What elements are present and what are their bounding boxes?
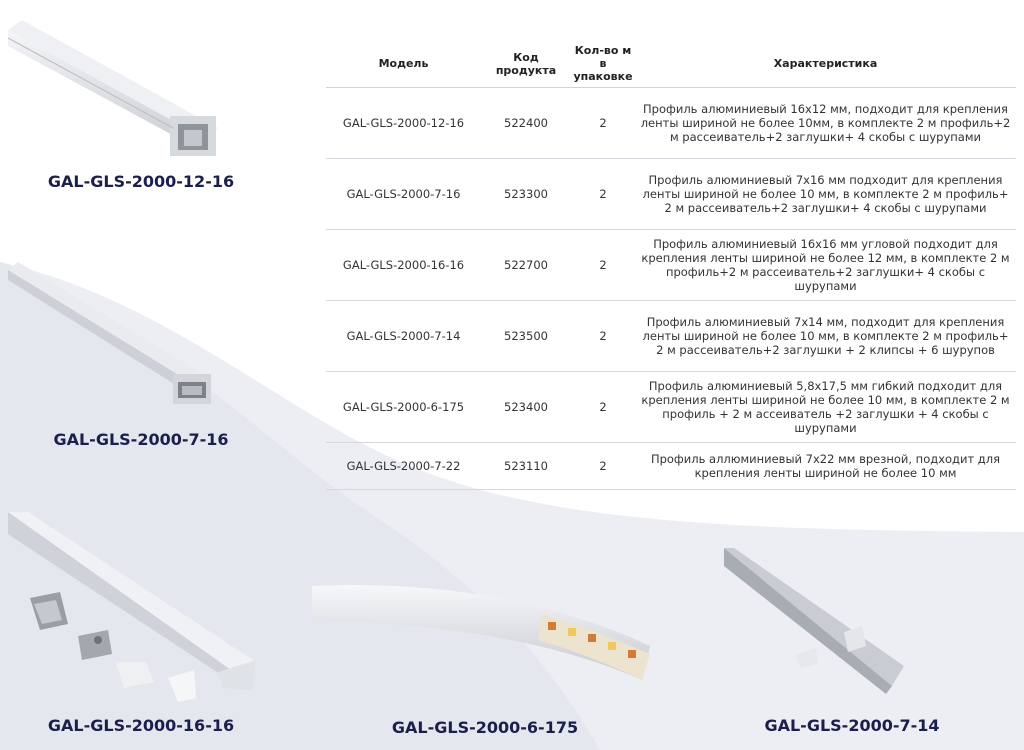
product-caption: GAL-GLS-2000-16-16 — [47, 716, 235, 735]
table-row — [326, 230, 1016, 301]
product-caption: GAL-GLS-2000-6-175 — [391, 718, 579, 737]
cell-qty: 2 — [571, 88, 635, 159]
aluminum-profile-flat-image — [8, 262, 213, 412]
cell-code: 523110 — [481, 443, 571, 490]
specifications-table — [326, 40, 1016, 490]
cell-code: 523400 — [481, 372, 571, 443]
table-row — [326, 301, 1016, 372]
cell-qty: 2 — [571, 301, 635, 372]
cell-spec: Профиль алюминиевый 16x12 мм, подходит для крепления ленты шириной не более 10мм, в комплекте 2 м профиль+2 м рассеиватель+2 заглушки+ 4 скобы с шурупами — [635, 88, 1016, 159]
cell-spec: Профиль алюминиевый 7x16 мм подходит для крепления ленты шириной не более 10 мм, в комплекте 2 м профиль+ 2 м рассеиватель+2 заглушки+ 4 скобы с шурупами — [635, 159, 1016, 230]
cell-spec: Профиль алюминиевый 5,8x17,5 мм гибкий подходит для крепления ленты шириной не более 10 мм, в комплекте 2 м профиль + 2 м ассеиватель +2 заглушки + 4 скобы с шурупами — [635, 372, 1016, 443]
cell-code: 522700 — [481, 230, 571, 301]
cell-model: GAL-GLS-2000-7-16 — [326, 159, 481, 230]
cell-model: GAL-GLS-2000-6-175 — [326, 372, 481, 443]
recessed-profile-image — [724, 548, 904, 698]
cell-model: GAL-GLS-2000-16-16 — [326, 230, 481, 301]
cell-qty: 2 — [571, 230, 635, 301]
header-code: Код продукта — [481, 40, 571, 88]
table-row — [326, 443, 1016, 490]
table-header-row — [326, 40, 1016, 88]
header-qty: Кол-во м в упаковке — [571, 40, 635, 88]
product-caption: GAL-GLS-2000-7-14 — [764, 716, 940, 735]
cell-qty: 2 — [571, 443, 635, 490]
cell-spec: Профиль алюминиевый 16x16 мм угловой подходит для крепления ленты шириной не более 12 мм, в комплекте 2 м профиль+2 м рассеиватель+2 заглушки+ 4 скобы с шурупами — [635, 230, 1016, 301]
cell-code: 523500 — [481, 301, 571, 372]
cell-model: GAL-GLS-2000-7-22 — [326, 443, 481, 490]
cell-spec: Профиль аллюминиевый 7x22 мм врезной, подходит для крепления ленты шириной не более 10 мм — [635, 443, 1016, 490]
header-model: Модель — [326, 40, 481, 88]
cell-code: 522400 — [481, 88, 571, 159]
table-row — [326, 88, 1016, 159]
product-caption: GAL-GLS-2000-12-16 — [47, 172, 235, 191]
cell-model: GAL-GLS-2000-7-14 — [326, 301, 481, 372]
cell-code: 523300 — [481, 159, 571, 230]
product-caption: GAL-GLS-2000-7-16 — [53, 430, 229, 449]
table-row — [326, 159, 1016, 230]
cell-qty: 2 — [571, 372, 635, 443]
aluminum-profile-corner-image — [8, 512, 258, 707]
header-spec: Характеристика — [635, 40, 1016, 88]
cell-qty: 2 — [571, 159, 635, 230]
cell-model: GAL-GLS-2000-12-16 — [326, 88, 481, 159]
flexible-profile-with-led-strip-image — [312, 580, 650, 690]
aluminum-profile-straight-image — [8, 20, 218, 160]
table-row — [326, 372, 1016, 443]
cell-spec: Профиль алюминиевый 7x14 мм, подходит для крепления ленты шириной не более 10 мм, в комплекте 2 м профиль+ 2 м рассеиватель+2 заглушки + 2 клипсы + 6 шурупов — [635, 301, 1016, 372]
